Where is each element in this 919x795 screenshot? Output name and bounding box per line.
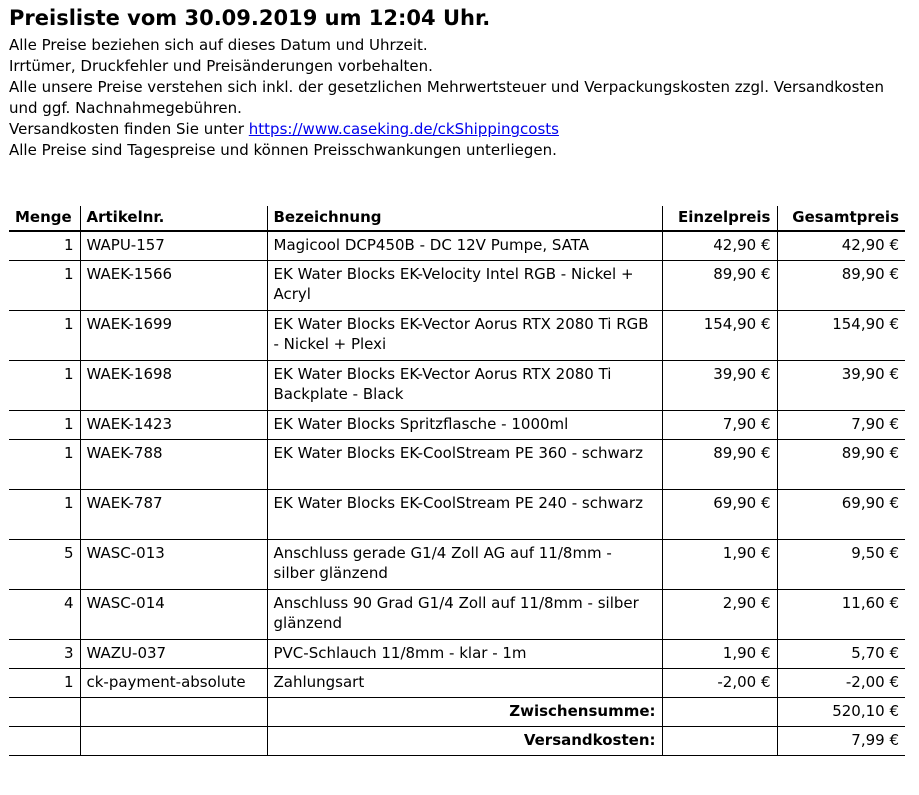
intro-line-daily-prices: Alle Preise sind Tagespreise und können Preisschwankungen unterliegen. [9,141,557,159]
table-row [9,640,905,669]
cell-bezeichnung: EK Water Blocks EK-Vector Aorus RTX 2080 Ti Backplate - Black [267,361,662,411]
cell-gesamtpreis: 9,50 € [777,540,905,590]
table-row [9,590,905,640]
table-row [9,440,905,490]
cell-menge: 1 [9,440,80,490]
table-header-row [9,206,905,231]
cell-bezeichnung: EK Water Blocks EK-CoolStream PE 360 - schwarz [267,440,662,490]
table-row [9,361,905,411]
cell-einzelpreis: 42,90 € [662,231,777,261]
cell-bezeichnung: EK Water Blocks EK-Velocity Intel RGB - Nickel + Acryl [267,261,662,311]
cell-menge: 1 [9,261,80,311]
cell-gesamtpreis: -2,00 € [777,669,905,698]
table-row [9,669,905,698]
cell-einzelpreis: 89,90 € [662,261,777,311]
table-row [9,540,905,590]
shipping-info-text: Versandkosten finden Sie unter [9,120,249,138]
cell-gesamtpreis: 69,90 € [777,490,905,540]
cell-menge: 1 [9,411,80,440]
intro-line-date: Alle Preise beziehen sich auf dieses Datum und Uhrzeit. [9,36,428,54]
cell-bezeichnung: Anschluss gerade G1/4 Zoll AG auf 11/8mm - silber glänzend [267,540,662,590]
cell-artikelnr: WAPU-157 [80,231,267,261]
cell-gesamtpreis: 42,90 € [777,231,905,261]
table-row [9,231,905,261]
intro-line-vat: Alle unsere Preise verstehen sich inkl. der gesetzlichen Mehrwertsteuer und Verpackungskosten zzgl. Versandkosten und ggf. Nachnahmegebühren. [9,78,885,117]
subtotal-label: Zwischensumme: [267,698,662,727]
cell-einzelpreis: 7,90 € [662,411,777,440]
cell-einzelpreis: 2,90 € [662,590,777,640]
shipping-value: 7,99 € [777,727,905,756]
header-menge: Menge [9,206,80,231]
cell-artikelnr: WAEK-1423 [80,411,267,440]
cell-bezeichnung: EK Water Blocks EK-Vector Aorus RTX 2080 Ti RGB - Nickel + Plexi [267,311,662,361]
cell-artikelnr: WASC-014 [80,590,267,640]
table-row [9,411,905,440]
header-einzelpreis: Einzelpreis [662,206,777,231]
cell-bezeichnung: EK Water Blocks Spritzflasche - 1000ml [267,411,662,440]
cell-bezeichnung: Anschluss 90 Grad G1/4 Zoll auf 11/8mm - silber glänzend [267,590,662,640]
cell-artikelnr: WAZU-037 [80,640,267,669]
cell-menge: 5 [9,540,80,590]
cell-gesamtpreis: 154,90 € [777,311,905,361]
cell-artikelnr: WAEK-1699 [80,311,267,361]
cell-bezeichnung: Zahlungsart [267,669,662,698]
intro-line-shipping [9,119,905,140]
cell-bezeichnung: PVC-Schlauch 11/8mm - klar - 1m [267,640,662,669]
cell-artikelnr: WAEK-1698 [80,361,267,411]
cell-menge: 4 [9,590,80,640]
cell-einzelpreis: 1,90 € [662,640,777,669]
intro-line-disclaimer: Irrtümer, Druckfehler und Preisänderungen vorbehalten. [9,57,433,75]
intro-text [9,35,905,161]
cell-menge: 3 [9,640,80,669]
subtotal-value: 520,10 € [777,698,905,727]
page-title: Preisliste vom 30.09.2019 um 12:04 Uhr. [9,6,491,30]
cell-gesamtpreis: 5,70 € [777,640,905,669]
cell-einzelpreis: 1,90 € [662,540,777,590]
cell-einzelpreis: 89,90 € [662,440,777,490]
table-row [9,311,905,361]
table-row [9,261,905,311]
cell-menge: 1 [9,231,80,261]
cell-menge: 1 [9,669,80,698]
table-body [9,231,905,698]
table-row [9,490,905,540]
shipping-label: Versandkosten: [267,727,662,756]
price-table [9,206,905,756]
header-artikelnr: Artikelnr. [80,206,267,231]
cell-gesamtpreis: 39,90 € [777,361,905,411]
header-bezeichnung: Bezeichnung [267,206,662,231]
cell-einzelpreis: 39,90 € [662,361,777,411]
cell-artikelnr: WASC-013 [80,540,267,590]
cell-einzelpreis: 154,90 € [662,311,777,361]
cell-einzelpreis: -2,00 € [662,669,777,698]
cell-gesamtpreis: 11,60 € [777,590,905,640]
shipping-costs-link[interactable]: https://www.caseking.de/ckShippingcosts [248,120,559,138]
shipping-row [9,727,905,756]
cell-gesamtpreis: 89,90 € [777,261,905,311]
subtotal-row [9,698,905,727]
cell-artikelnr: WAEK-788 [80,440,267,490]
price-list-page [9,0,905,749]
header-gesamtpreis: Gesamtpreis [777,206,905,231]
cell-artikelnr: ck-payment-absolute [80,669,267,698]
cell-bezeichnung: EK Water Blocks EK-CoolStream PE 240 - schwarz [267,490,662,540]
cell-bezeichnung: Magicool DCP450B - DC 12V Pumpe, SATA [267,231,662,261]
cell-menge: 1 [9,361,80,411]
cell-menge: 1 [9,490,80,540]
cell-artikelnr: WAEK-1566 [80,261,267,311]
cell-einzelpreis: 69,90 € [662,490,777,540]
cell-menge: 1 [9,311,80,361]
cell-gesamtpreis: 89,90 € [777,440,905,490]
cell-artikelnr: WAEK-787 [80,490,267,540]
cell-gesamtpreis: 7,90 € [777,411,905,440]
